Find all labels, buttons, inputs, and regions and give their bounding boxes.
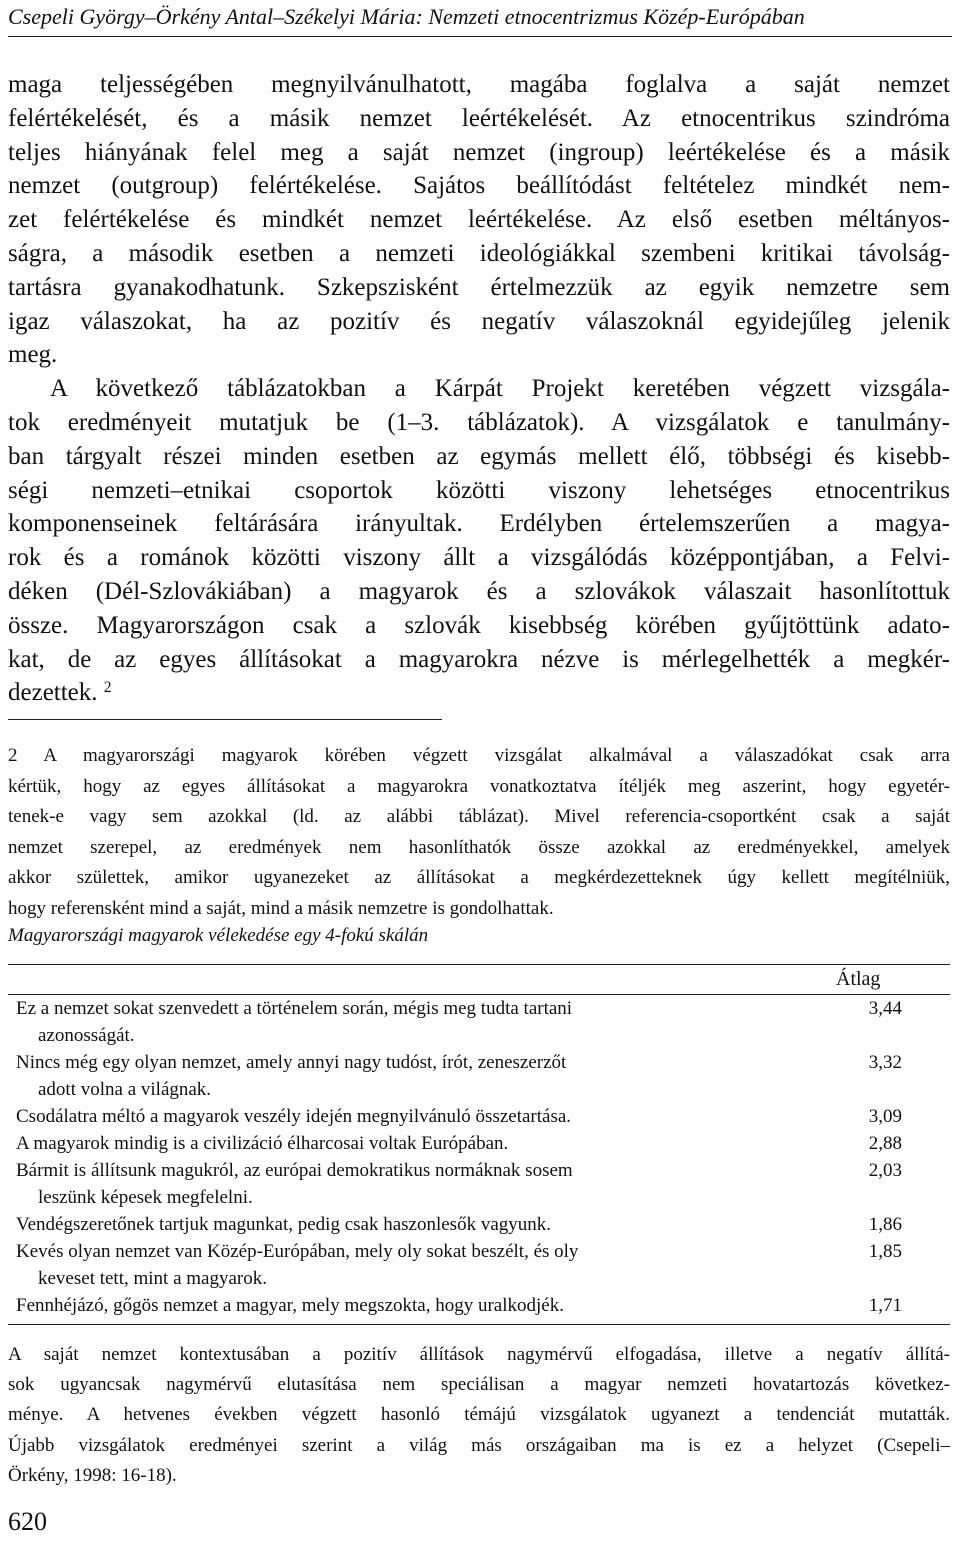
table-cell-statement: Kevés olyan nemzet van Közép-Európában, mely oly sokat beszélt, és oly bbox=[16, 1241, 579, 1262]
body-line: déken (Dél-Szlovákiában) a magyarok és a szlovákok válaszait hasonlítottuk bbox=[8, 577, 950, 605]
table-row bbox=[8, 1292, 950, 1319]
table-row bbox=[8, 1076, 950, 1103]
table-cell-statement: adott volna a világnak. bbox=[38, 1079, 212, 1100]
table-row bbox=[8, 1238, 950, 1265]
table-cell-mean: 3,44 bbox=[868, 998, 902, 1019]
page-number: 620 bbox=[8, 1507, 47, 1536]
table-rule-top bbox=[8, 964, 950, 965]
body-line: meg. bbox=[8, 341, 58, 369]
body-line: össze. Magyarországon csak a szlovák kisebbség körében gyűjtöttünk adato- bbox=[8, 611, 950, 639]
body-line-text: dezettek. bbox=[8, 679, 98, 707]
body-line: maga teljességében megnyilvánulhatott, magába foglalva a saját nemzet bbox=[8, 71, 950, 98]
closing-line: A saját nemzet kontextusában a pozitív állítások nagymérvű elfogadása, illetve a negatív állítá- bbox=[8, 1344, 950, 1365]
body-line: rok és a románok közötti viszony állt a vizsgálódás középpontjában, a Felvi- bbox=[8, 544, 950, 572]
body-line: A következő táblázatokban a Kárpát Projekt keretében végzett vizsgála- bbox=[50, 375, 950, 403]
table-cell-statement: leszünk képesek megfelelni. bbox=[38, 1187, 253, 1208]
body-line: zet felértékelése és mindkét nemzet leértékelése. Az első esetben méltányos- bbox=[8, 206, 950, 234]
body-line: tartásra gyanakodhatunk. Szkepszisként értelmezzük az egyik nemzetre sem bbox=[8, 273, 950, 301]
footnote-line: tenek-e vagy sem azokkal (ld. az alábbi táblázat). Mivel referencia-csoportként csak a saját bbox=[8, 806, 950, 828]
table-row bbox=[8, 1157, 950, 1184]
table-cell-mean: 3,32 bbox=[868, 1052, 902, 1073]
table-row bbox=[8, 1130, 950, 1157]
body-line: komponenseinek feltárására irányultak. Erdélyben értelemszerűen a magya- bbox=[8, 510, 950, 538]
table-cell-statement: A magyarok mindig is a civilizáció élharcosai voltak Európában. bbox=[16, 1133, 509, 1154]
running-header: Csepeli György–Örkény Antal–Székelyi Mária: Nemzeti etnocentrizmus Közép-Európában bbox=[8, 4, 805, 29]
footnote-line: akkor születtek, amikor ugyanezeket az állításokat a megkérdezetteknek úgy kellett megítélniük, bbox=[8, 867, 950, 889]
table-cell-mean: 2,03 bbox=[868, 1160, 902, 1181]
closing-line: Újabb vizsgálatok eredményei szerint a világ más országaiban ma is ez a helyzet (Csepeli– bbox=[8, 1434, 950, 1456]
table-cell-mean: 1,85 bbox=[868, 1241, 902, 1262]
table-rule-bottom bbox=[8, 1324, 950, 1325]
body-line: igaz válaszokat, ha az pozitív és negatív válaszoknál egyidejűleg jelenik bbox=[8, 307, 950, 335]
footnote-line: nemzet szerepel, az eredmények nem hasonlíthatók össze azokkal az eredményekkel, amelyek bbox=[8, 836, 950, 858]
table-cell-statement: Csodálatra méltó a magyarok veszély idején megnyilvánuló összetartása. bbox=[16, 1106, 572, 1127]
closing-line: ménye. A hetvenes években végzett hasonló témájú vizsgálatok ugyanezt a tendenciát mutatták. bbox=[8, 1404, 950, 1426]
table-cell-statement: Bármit is állítsunk magukról, az európai demokratikus normáknak sosem bbox=[16, 1160, 573, 1181]
table-caption: Magyarországi magyarok vélekedése egy 4-fokú skálán bbox=[8, 925, 429, 946]
header-rule bbox=[8, 36, 952, 37]
table-cell-mean: 1,86 bbox=[868, 1214, 902, 1235]
table-cell-mean: 3,09 bbox=[868, 1106, 902, 1127]
table-cell-statement: Vendégszeretőnek tartjuk magunkat, pedig csak haszonlesők vagyunk. bbox=[16, 1214, 552, 1235]
table-row bbox=[8, 1184, 950, 1211]
main-text bbox=[8, 68, 950, 710]
body-line: teljes hiányának felel meg a saját nemzet (ingroup) leértékelése és a másik bbox=[8, 138, 950, 166]
footnote-rule bbox=[8, 719, 442, 720]
table-body bbox=[8, 995, 950, 1319]
table-cell-statement: azonosságát. bbox=[38, 1025, 135, 1046]
table-column-header: Átlag bbox=[836, 968, 881, 990]
table-row bbox=[8, 995, 950, 1022]
body-line: felértékelését, és a másik nemzet leértékelését. Az etnocentrikus szindróma bbox=[8, 104, 950, 132]
closing-line: sok ugyancsak nagymérvű elutasítása nem speciálisan a magyar nemzeti hovatartozás következ- bbox=[8, 1374, 950, 1396]
footnote-line: 2 A magyarországi magyarok körében végzett vizsgálat alkalmával a válaszadókat csak arra bbox=[8, 745, 950, 766]
table-cell-statement: keveset tett, mint a magyarok. bbox=[38, 1268, 267, 1289]
table-row bbox=[8, 1049, 950, 1076]
body-line: ségi nemzeti–etnikai csoportok közötti viszony lehetséges etnocentrikus bbox=[8, 476, 950, 504]
table-row bbox=[8, 1211, 950, 1238]
table-row bbox=[8, 1265, 950, 1292]
body-line: tok eredményeit mutatjuk be (1–3. táblázatok). A vizsgálatok e tanulmány- bbox=[8, 408, 950, 436]
table-row bbox=[8, 1103, 950, 1130]
table-row bbox=[8, 1022, 950, 1049]
table-cell-mean: 1,71 bbox=[868, 1295, 902, 1316]
body-line: ban tárgyalt részei minden esetben az egymás mellett élő, többségi és kisebb- bbox=[8, 442, 950, 470]
closing-paragraph bbox=[8, 1340, 950, 1491]
body-line-with-footnote bbox=[8, 676, 950, 710]
footnote-marker[interactable]: 2 bbox=[103, 678, 112, 696]
table-cell-statement: Ez a nemzet sokat szenvedett a történelem során, mégis meg tudta tartani bbox=[16, 998, 573, 1019]
footnote-line: kértük, hogy az egyes állításokat a magyarokra vonatkoztatva ítéljék meg aszerint, hogy egyetér- bbox=[8, 775, 950, 797]
table-cell-mean: 2,88 bbox=[868, 1133, 902, 1154]
closing-line: Örkény, 1998: 16-18). bbox=[8, 1464, 177, 1486]
table-cell-statement: Nincs még egy olyan nemzet, amely annyi nagy tudóst, írót, zeneszerzőt bbox=[16, 1052, 567, 1073]
body-line: nemzet (outgroup) felértékelése. Sajátos beállítódást feltételez mindkét nem- bbox=[8, 172, 950, 200]
footnote-line: hogy referensként mind a saját, mind a másik nemzetre is gondolhattak. bbox=[8, 898, 554, 919]
body-line: kat, de az egyes állításokat a magyarokra nézve is mérlegelhették a megkér- bbox=[8, 645, 950, 673]
body-line: ságra, a második esetben a nemzeti ideológiákkal szembeni kritikai távolság- bbox=[8, 239, 950, 267]
table-cell-statement: Fennhéjázó, gőgös nemzet a magyar, mely megszokta, hogy uralkodjék. bbox=[16, 1295, 564, 1316]
